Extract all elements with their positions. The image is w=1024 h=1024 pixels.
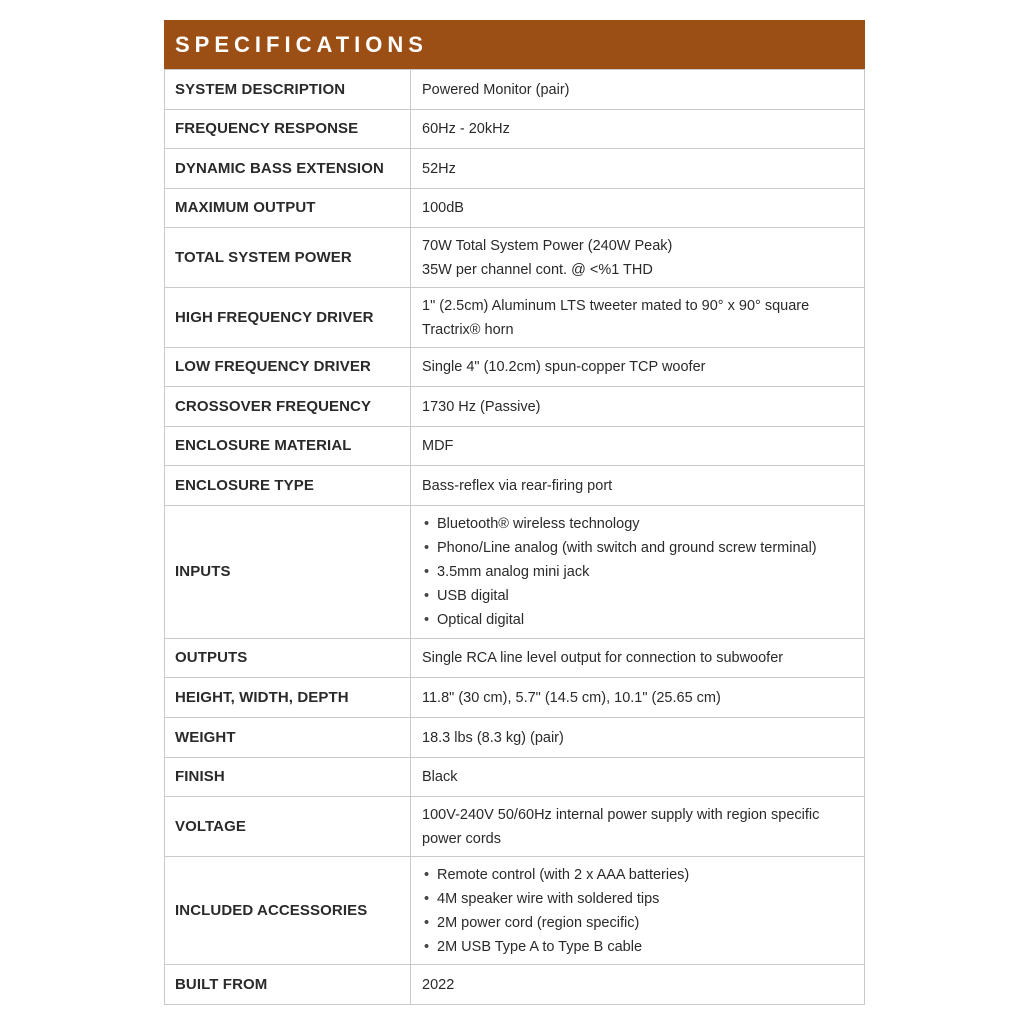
bullet-icon: • — [424, 938, 430, 955]
spec-value: 52Hz — [411, 149, 865, 189]
spec-label: OUTPUTS — [165, 639, 411, 678]
spec-row — [165, 718, 865, 758]
spec-row — [165, 110, 865, 149]
bullet-icon: • — [424, 914, 430, 931]
spec-value-line: 100V-240V 50/60Hz internal power supply with region specific — [422, 806, 820, 823]
spec-label: BUILT FROM — [165, 965, 411, 1005]
spec-row — [165, 639, 865, 678]
spec-row — [165, 288, 865, 348]
spec-bullet-text: Remote control (with 2 x AAA batteries) — [437, 866, 690, 883]
spec-row — [165, 189, 865, 228]
spec-bullet-item — [422, 560, 860, 584]
spec-table-body — [165, 70, 865, 1005]
spec-label: CROSSOVER FREQUENCY — [165, 387, 411, 427]
spec-row — [165, 149, 865, 189]
spec-value: Powered Monitor (pair) — [411, 70, 865, 110]
spec-bullet-item — [422, 935, 860, 959]
bullet-icon: • — [424, 866, 430, 883]
bullet-icon: • — [424, 612, 430, 628]
spec-value — [411, 228, 865, 288]
spec-value: MDF — [411, 427, 865, 466]
spec-bullet-item — [422, 536, 860, 560]
spec-row — [165, 387, 865, 427]
spec-bullet-text: Bluetooth® wireless technology — [437, 516, 640, 532]
spec-label: SYSTEM DESCRIPTION — [165, 70, 411, 110]
spec-sheet — [164, 20, 865, 1005]
spec-bullet-text: USB digital — [437, 588, 509, 604]
bullet-icon: • — [424, 564, 430, 580]
spec-value-line: Tractrix® horn — [422, 321, 514, 338]
spec-value-line: 35W per channel cont. @ <%1 THD — [422, 261, 653, 278]
spec-bullet-text: Phono/Line analog (with switch and ground screw terminal) — [437, 540, 817, 556]
bullet-icon: • — [424, 540, 430, 556]
spec-bullet-item — [422, 911, 860, 935]
spec-header — [164, 20, 865, 69]
spec-value — [411, 857, 865, 965]
spec-value-line: 1" (2.5cm) Aluminum LTS tweeter mated to 90° x 90° square — [422, 297, 810, 314]
spec-value: 2022 — [411, 965, 865, 1005]
spec-table — [164, 69, 865, 1005]
spec-label: MAXIMUM OUTPUT — [165, 189, 411, 228]
spec-bullet-text: 2M power cord (region specific) — [437, 914, 640, 931]
spec-label: FREQUENCY RESPONSE — [165, 110, 411, 149]
spec-bullet-item — [422, 608, 860, 632]
spec-value: 11.8" (30 cm), 5.7" (14.5 cm), 10.1" (25.65 cm) — [411, 678, 865, 718]
spec-label: INPUTS — [165, 506, 411, 639]
spec-value: Single 4" (10.2cm) spun-copper TCP woofer — [411, 348, 865, 387]
spec-row — [165, 965, 865, 1005]
spec-label: FINISH — [165, 758, 411, 797]
spec-value: 100dB — [411, 189, 865, 228]
spec-value — [411, 797, 865, 857]
spec-row — [165, 506, 865, 639]
spec-row — [165, 678, 865, 718]
spec-bullet-text: 4M speaker wire with soldered tips — [437, 890, 660, 907]
spec-bullet-text: Optical digital — [437, 612, 525, 628]
spec-label: LOW FREQUENCY DRIVER — [165, 348, 411, 387]
spec-bullet-list — [422, 863, 860, 959]
spec-label: WEIGHT — [165, 718, 411, 758]
spec-bullet-item — [422, 863, 860, 887]
spec-value: 1730 Hz (Passive) — [411, 387, 865, 427]
spec-value-line: power cords — [422, 830, 501, 847]
bullet-icon: • — [424, 588, 430, 604]
spec-label: VOLTAGE — [165, 797, 411, 857]
bullet-icon: • — [424, 516, 430, 532]
spec-label: ENCLOSURE MATERIAL — [165, 427, 411, 466]
spec-row — [165, 228, 865, 288]
spec-row — [165, 70, 865, 110]
spec-value — [411, 288, 865, 348]
spec-value: Single RCA line level output for connection to subwoofer — [411, 639, 865, 678]
spec-value-line: 70W Total System Power (240W Peak) — [422, 237, 673, 254]
spec-row — [165, 466, 865, 506]
spec-bullet-item — [422, 887, 860, 911]
spec-bullet-item — [422, 512, 860, 536]
spec-value: 18.3 lbs (8.3 kg) (pair) — [411, 718, 865, 758]
spec-title: SPECIFICATIONS — [175, 31, 428, 57]
spec-row — [165, 797, 865, 857]
spec-row — [165, 758, 865, 797]
bullet-icon: • — [424, 890, 430, 907]
spec-value: Black — [411, 758, 865, 797]
spec-value: Bass-reflex via rear-firing port — [411, 466, 865, 506]
spec-label: TOTAL SYSTEM POWER — [165, 228, 411, 288]
spec-value: 60Hz - 20kHz — [411, 110, 865, 149]
spec-label: HIGH FREQUENCY DRIVER — [165, 288, 411, 348]
spec-label: INCLUDED ACCESSORIES — [165, 857, 411, 965]
spec-bullet-text: 2M USB Type A to Type B cable — [437, 938, 643, 955]
spec-value — [411, 506, 865, 639]
spec-bullet-list — [422, 512, 860, 632]
spec-label: HEIGHT, WIDTH, DEPTH — [165, 678, 411, 718]
spec-row — [165, 857, 865, 965]
spec-row — [165, 348, 865, 387]
spec-bullet-item — [422, 584, 860, 608]
spec-bullet-text: 3.5mm analog mini jack — [437, 564, 590, 580]
spec-label: DYNAMIC BASS EXTENSION — [165, 149, 411, 189]
spec-label: ENCLOSURE TYPE — [165, 466, 411, 506]
spec-row — [165, 427, 865, 466]
